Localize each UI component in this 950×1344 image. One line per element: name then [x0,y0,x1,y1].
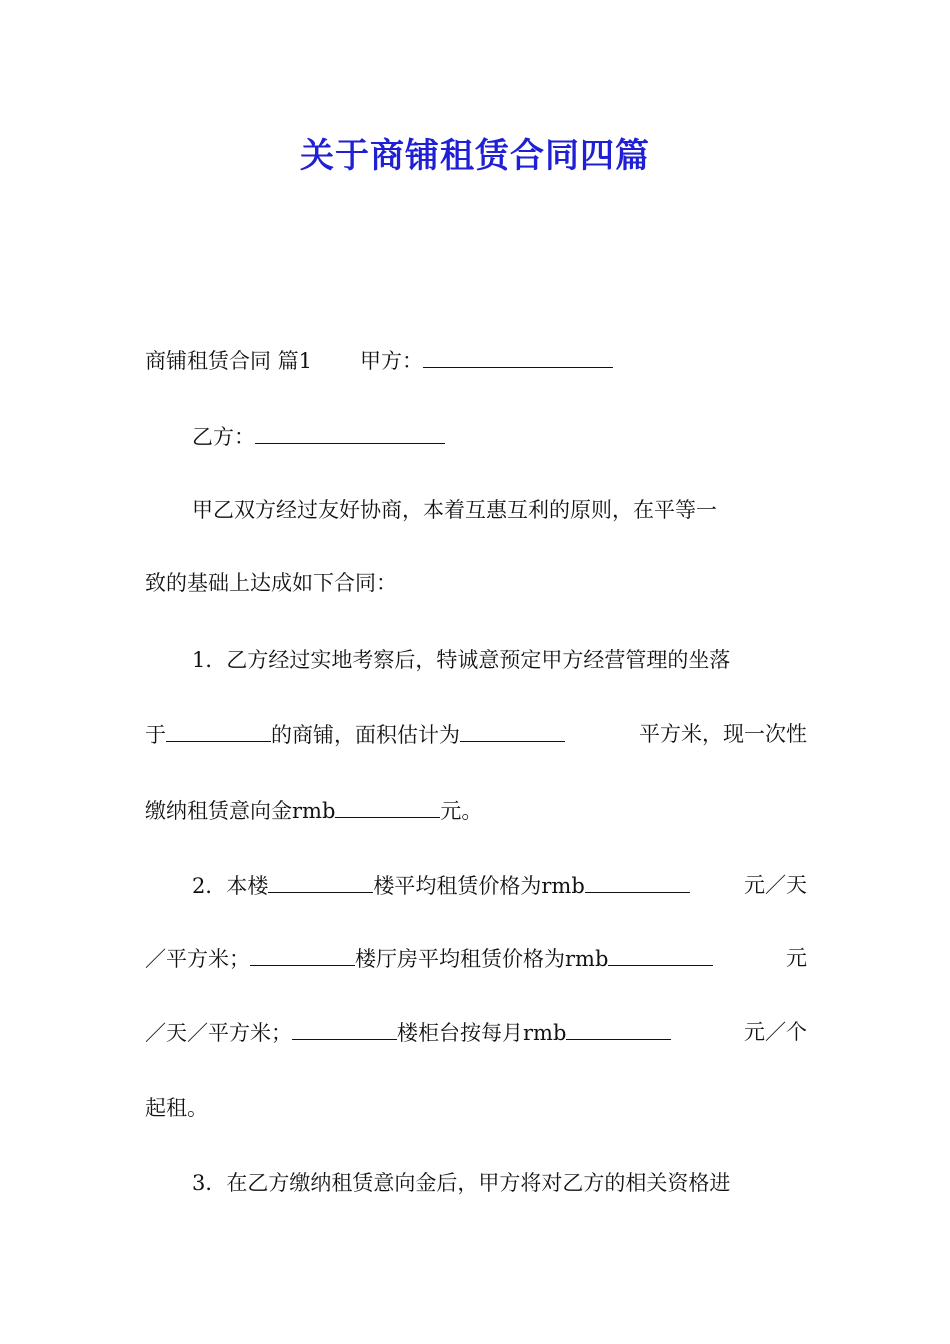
party-a-blank [423,345,613,368]
clause-2-line-2 [145,943,807,974]
floor-blank-2 [250,943,355,966]
clause-2-text-d: ／平方米； [145,947,250,971]
contract-heading-line [145,345,807,376]
clause-3-line-1: 3．在乙方缴纳租赁意向金后，甲方将对乙方的相关资格进 [192,1171,731,1195]
party-a-label: 甲方： [360,349,424,373]
clause-2-text-a: 2．本楼 [192,874,269,898]
floor-blank-3 [292,1017,397,1040]
price-blank-1 [585,870,690,893]
contract-heading: 商铺租赁合同 篇1 [145,349,313,373]
price-blank-2 [608,943,713,966]
clause-1-line-1: 1．乙方经过实地考察后，特诚意预定甲方经营管理的坐落 [192,648,731,672]
clause-2-line-4: 起租。 [145,1096,208,1120]
clause-1-text-b: 的商铺，面积估计为 [271,723,460,747]
clause-2-line-1 [192,870,807,901]
clause-2-line-3 [145,1017,807,1048]
clause-1-text-c: 平方米，现一次性 [639,722,807,746]
clause-2-text-f: 元 [786,946,807,970]
location-blank [166,719,271,742]
clause-1-line-3 [145,795,807,826]
floor-blank-1 [268,870,373,893]
clause-2-text-b: 楼平均租赁价格为rmb [373,874,585,898]
area-blank [460,719,565,742]
clause-1-text-a: 于 [145,723,166,747]
clause-1-text-e: 元。 [440,799,483,823]
intro-line-2: 致的基础上达成如下合同： [145,571,397,595]
clause-2-text-g: ／天／平方米； [145,1021,292,1045]
clause-2-text-i: 元／个 [744,1020,807,1044]
price-blank-3 [566,1017,671,1040]
clause-2-text-h: 楼柜台按每月rmb [397,1021,567,1045]
clause-2-text-e: 楼厅房平均租赁价格为rmb [355,947,609,971]
clause-1-text-d: 缴纳租赁意向金rmb [145,799,336,823]
intro-line-1: 甲乙双方经过友好协商，本着互惠互利的原则，在平等一 [192,498,717,522]
document-title: 关于商铺租赁合同四篇 [300,136,650,176]
clause-1-line-2 [145,719,807,750]
party-b-blank [255,421,445,444]
party-b-label: 乙方： [192,425,255,449]
party-b-line [192,421,807,452]
deposit-blank [335,795,440,818]
clause-2-text-c: 元／天 [744,873,807,897]
